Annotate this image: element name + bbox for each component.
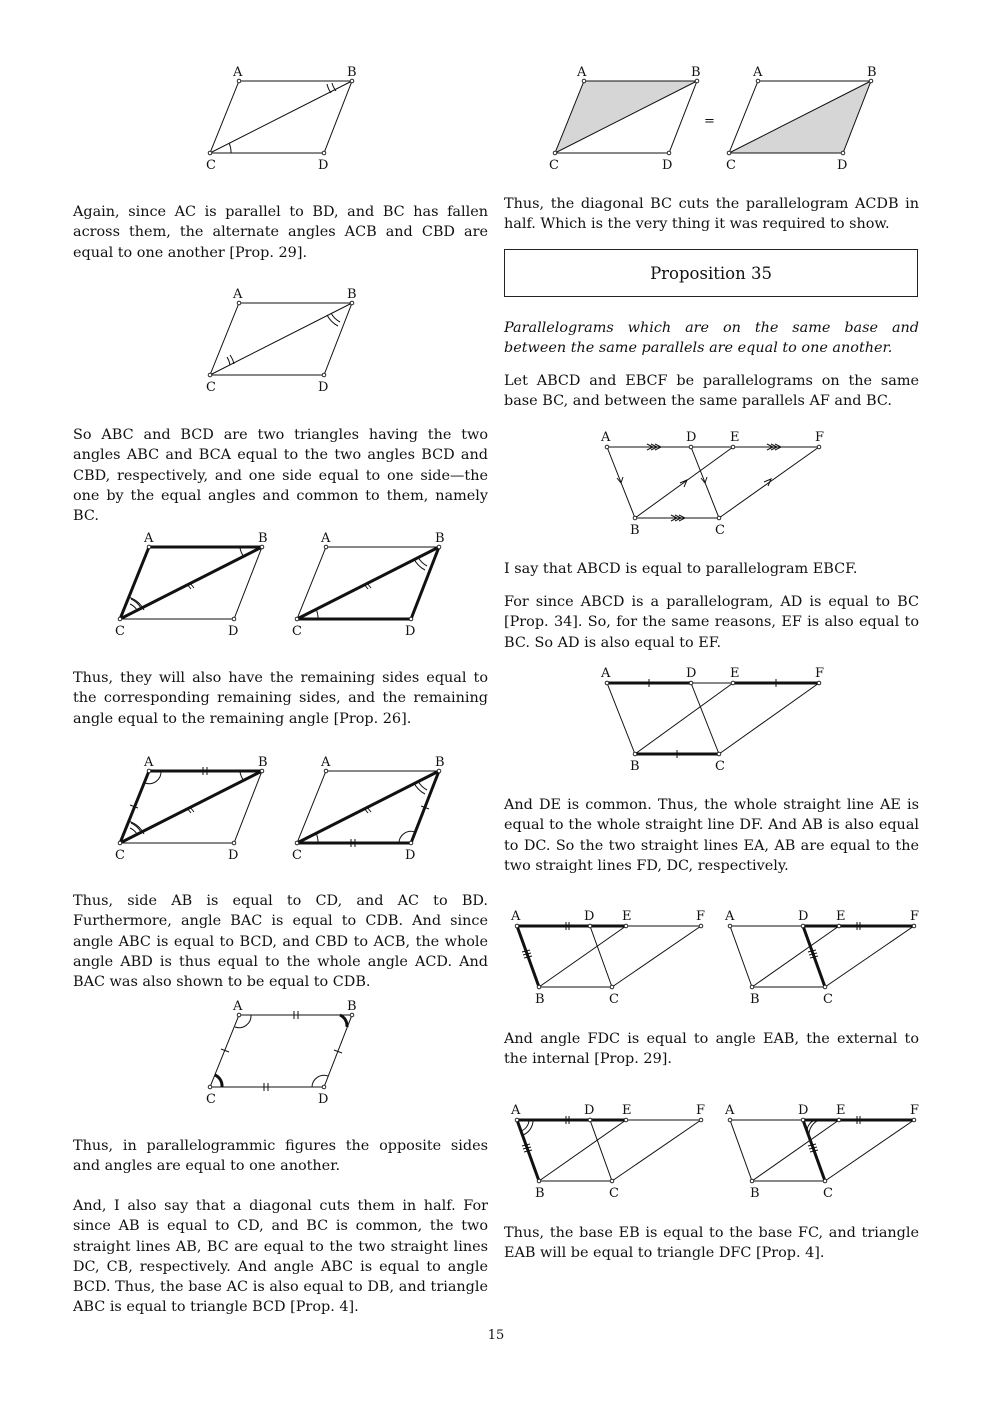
label-B: B — [535, 1186, 545, 1201]
label-D: D — [318, 380, 329, 395]
label-C: C — [115, 624, 125, 639]
label-A: A — [725, 1103, 735, 1118]
figure-parallelogram-alternate-angles-1 — [200, 60, 370, 175]
label-C: C — [206, 380, 216, 395]
figure-equal-segments-ad-bc-ef — [595, 661, 835, 776]
paragraph: Again, since AC is parallel to BD, and BC has fallen across them, the alternate angles ACB and CBD are equal to one another [Prop. 29]. — [73, 204, 488, 261]
label-A: A — [144, 531, 154, 546]
label-B: B — [258, 755, 268, 770]
figure-parallelograms-same-base — [595, 425, 835, 540]
label-D: D — [228, 624, 239, 639]
label-D: D — [405, 624, 416, 639]
enunciation: Parallelograms which are on the same base and between the same parallels are equal to one another. — [504, 320, 919, 357]
label-B: B — [535, 992, 545, 1007]
label-E: E — [836, 909, 846, 924]
proposition-title: Proposition 35 — [650, 263, 772, 283]
label-C: C — [609, 992, 619, 1007]
paragraph: I say that ABCD is equal to parallelogram EBCF. — [504, 561, 858, 577]
paragraph: And, I also say that a diagonal cuts them in half. For since AB is equal to CD, and BC is common, the two straight lines AB, BC are equal to the two straight lines DC, CB, respectively. And angle ABC is equal to angle BCD. Thus, the base AC is also equal to DB, and triangle ABC is equal to triangle BCD [Prop. 4]. — [73, 1198, 488, 1316]
label-A: A — [725, 909, 735, 924]
paragraph: Thus, the diagonal BC cuts the parallelogram ACDB in half. Which is the very thing it was required to show. — [504, 196, 919, 233]
equals-sign: = — [704, 114, 715, 129]
paragraph: Let ABCD and EBCF be parallelograms on the same base BC, and between the same parallels AF and BC. — [504, 373, 919, 410]
label-B: B — [347, 287, 357, 302]
label-A: A — [511, 909, 521, 924]
label-B: B — [347, 999, 357, 1014]
page-number: 15 — [487, 1328, 505, 1343]
label-C: C — [823, 992, 833, 1007]
label-C: C — [549, 158, 559, 173]
label-B: B — [750, 1186, 760, 1201]
label-B: B — [630, 759, 640, 774]
label-B: B — [435, 531, 445, 546]
figure-external-internal-angle — [505, 1098, 925, 1206]
label-A: A — [601, 430, 611, 445]
label-E: E — [730, 666, 740, 681]
label-C: C — [715, 523, 725, 538]
figure-diagonal-halves — [540, 60, 900, 175]
label-D: D — [662, 158, 673, 173]
label-C: C — [292, 624, 302, 639]
label-C: C — [726, 158, 736, 173]
label-D: D — [798, 909, 809, 924]
label-F: F — [910, 1103, 920, 1118]
paragraph: Thus, they will also have the remaining sides equal to the corresponding remaining sides, and the remaining angle equal to the remaining angle [Prop. 26]. — [73, 670, 488, 727]
label-B: B — [630, 523, 640, 538]
paragraph: And DE is common. Thus, the whole straight line AE is equal to the whole straight line DF. And AB is also equal to DC. So the two straight lines EA, AB are equal to the two straight lines FD, DC, respectively. — [504, 797, 919, 874]
figure-two-sides-equal — [505, 904, 925, 1012]
paragraph: So ABC and BCD are two triangles having the two angles ABC and BCA equal to the two angles BCD and CBD, respectively, and one side equal to one side—the one by the equal angles and common to them, namely BC. — [73, 427, 488, 525]
label-D: D — [318, 158, 329, 173]
figure-opposite-sides-angles — [200, 994, 370, 1109]
paragraph: For since ABCD is a parallelogram, AD is equal to BC [Prop. 34]. So, for the same reasons, EF is also equal to BC. So AD is also equal to EF. — [504, 594, 919, 651]
label-D: D — [228, 848, 239, 863]
proposition-heading — [504, 249, 918, 297]
label-A: A — [753, 65, 763, 80]
label-A: A — [601, 666, 611, 681]
label-B: B — [750, 992, 760, 1007]
label-A: A — [233, 65, 243, 80]
label-D: D — [798, 1103, 809, 1118]
label-A: A — [321, 755, 331, 770]
label-C: C — [609, 1186, 619, 1201]
label-C: C — [715, 759, 725, 774]
label-C: C — [115, 848, 125, 863]
label-A: A — [577, 65, 587, 80]
paragraph: Thus, the base EB is equal to the base FC, and triangle EAB will be equal to triangle DFC [Prop. 4]. — [504, 1225, 919, 1262]
label-C: C — [206, 158, 216, 173]
label-A: A — [233, 999, 243, 1014]
label-D: D — [584, 909, 595, 924]
label-D: D — [686, 666, 697, 681]
label-A: A — [144, 755, 154, 770]
figure-triangles-remaining-sides — [110, 750, 460, 865]
label-F: F — [815, 666, 825, 681]
label-E: E — [622, 1103, 632, 1118]
paragraph: Thus, in parallelogrammic figures the opposite sides and angles are equal to one another. — [73, 1138, 488, 1175]
paragraph: Thus, side AB is equal to CD, and AC to BD. Furthermore, angle BAC is equal to CDB. And since angle ABC is equal to BCD, and CBD to ACB, the whole angle ABD is thus equal to the whole angle ACD. And BAC was also shown to be equal to CDB. — [73, 893, 488, 991]
label-D: D — [837, 158, 848, 173]
label-A: A — [511, 1103, 521, 1118]
figure-parallelogram-alternate-angles-2 — [200, 282, 370, 397]
label-A: A — [233, 287, 243, 302]
label-B: B — [347, 65, 357, 80]
label-D: D — [405, 848, 416, 863]
label-B: B — [258, 531, 268, 546]
label-F: F — [910, 909, 920, 924]
label-D: D — [584, 1103, 595, 1118]
label-F: F — [696, 909, 706, 924]
label-F: F — [815, 430, 825, 445]
label-E: E — [622, 909, 632, 924]
label-B: B — [435, 755, 445, 770]
label-E: E — [836, 1103, 846, 1118]
label-A: A — [321, 531, 331, 546]
label-B: B — [691, 65, 701, 80]
label-E: E — [730, 430, 740, 445]
paragraph: And angle FDC is equal to angle EAB, the external to the internal [Prop. 29]. — [504, 1031, 919, 1068]
label-C: C — [292, 848, 302, 863]
label-D: D — [318, 1092, 329, 1107]
label-C: C — [823, 1186, 833, 1201]
label-D: D — [686, 430, 697, 445]
label-C: C — [206, 1092, 216, 1107]
label-B: B — [867, 65, 877, 80]
label-F: F — [696, 1103, 706, 1118]
figure-triangles-asa — [110, 526, 460, 641]
